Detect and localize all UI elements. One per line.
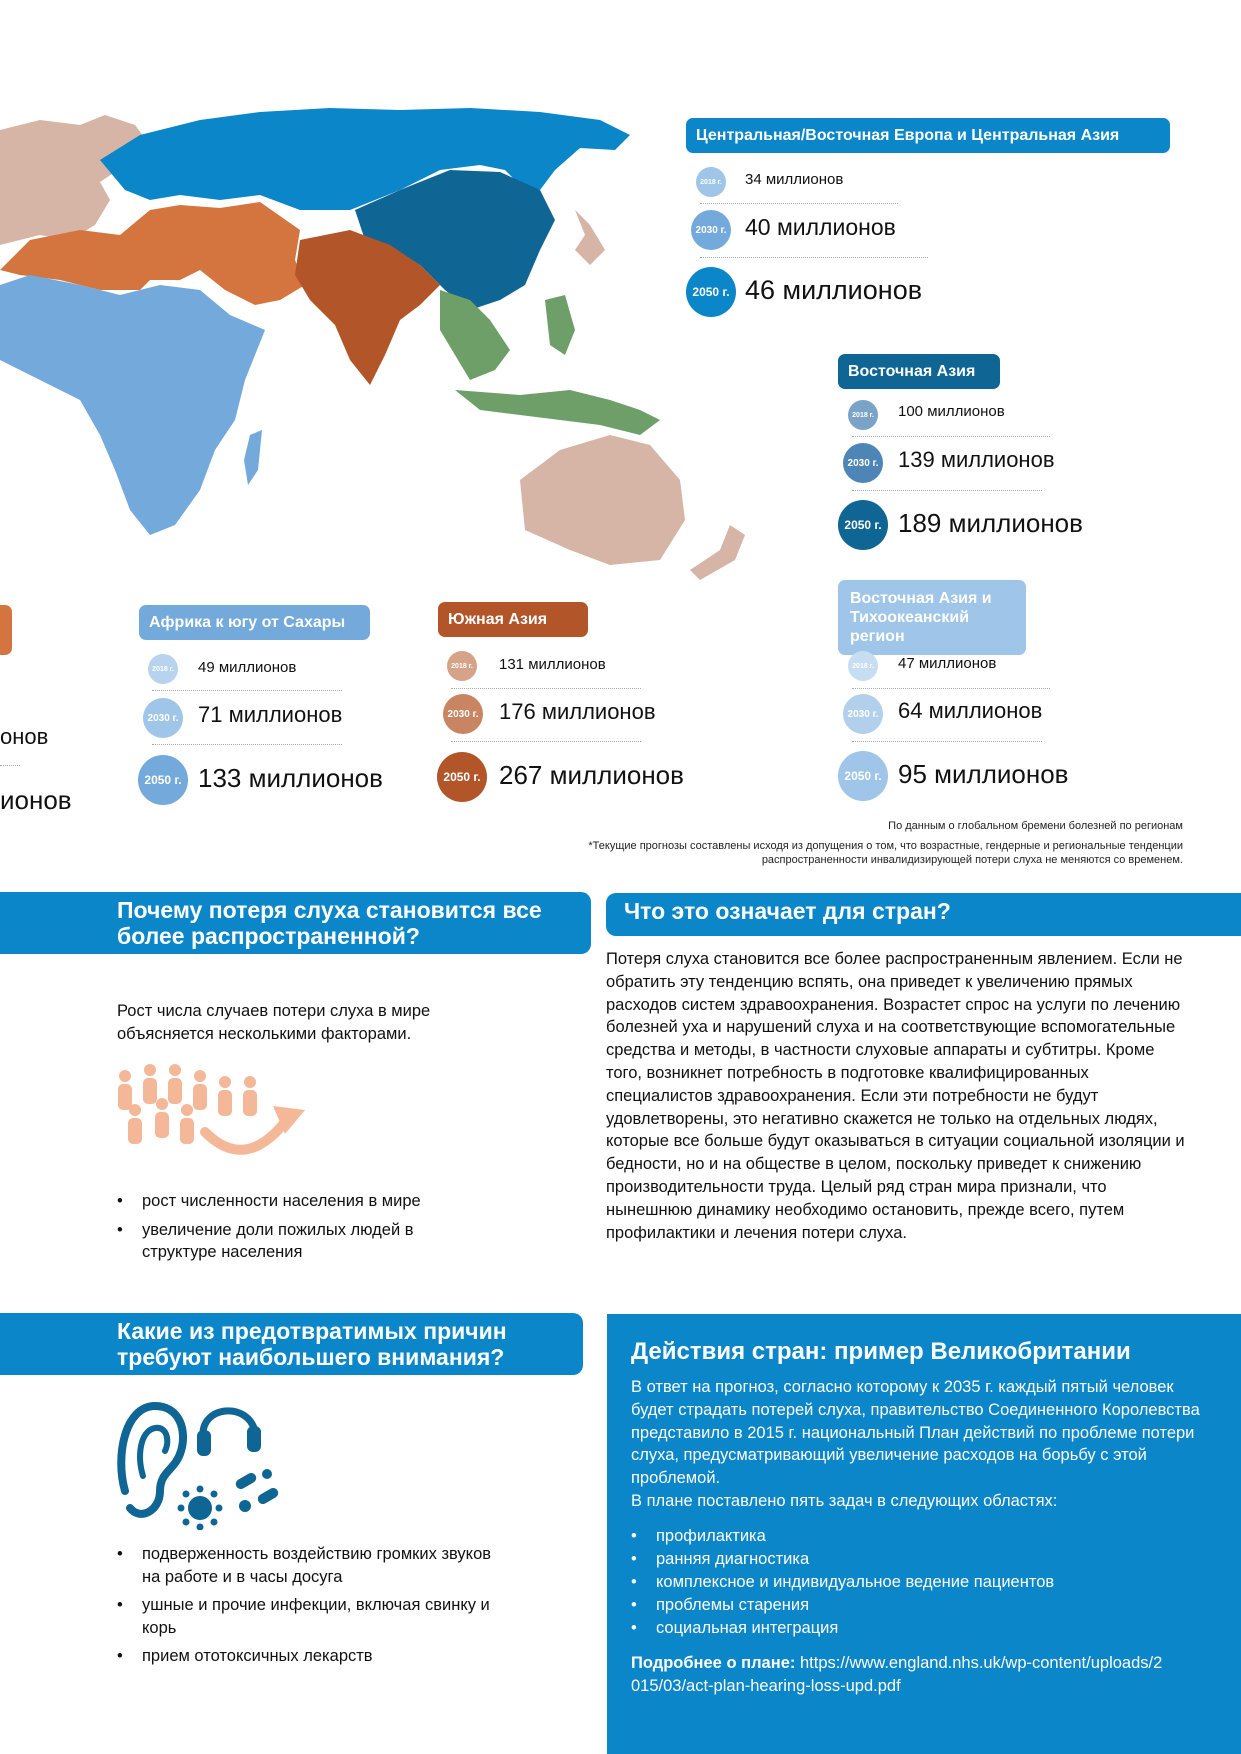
why-intro-line2: объясняется несколькими факторами. xyxy=(117,1024,412,1043)
countries-header: Что это означает для стран? xyxy=(606,893,1241,936)
value-2050: 189 миллионов xyxy=(898,508,1083,538)
why-intro xyxy=(117,1000,477,1046)
map-region-indonesia xyxy=(455,390,660,435)
value-2030: 40 миллионов xyxy=(745,214,896,240)
source-note: По данным о глобальном бремени болезней по регионам xyxy=(888,820,1183,832)
uk-bullet: • комплексное и индивидуальное ведение пациентов xyxy=(631,1571,1206,1594)
value-2018: 49 миллионов xyxy=(198,659,297,676)
uk-more-link[interactable]: https://www.england.nhs.uk/wp-content/uploads/2015/03/act-plan-hearing-loss-upd.pdf xyxy=(631,1654,1163,1695)
ear-icon xyxy=(121,1406,183,1514)
divider xyxy=(451,741,641,742)
year-dot-2018: 2018 г. xyxy=(848,651,878,681)
divider xyxy=(852,741,1042,742)
region-tag-cut xyxy=(0,605,12,655)
divider xyxy=(852,688,1050,689)
causes-header xyxy=(0,1313,583,1375)
causes-bullet: • ушные и прочие инфекции, включая свинку и корь xyxy=(117,1594,497,1639)
region-tag-east-asia: Восточная Азия xyxy=(838,354,1000,389)
value-2018: 47 миллионов xyxy=(898,655,997,672)
value-2018: 34 миллионов xyxy=(745,171,844,188)
causes-bullet: • прием ототоксичных лекарств xyxy=(117,1645,497,1668)
region-tag-eap xyxy=(838,580,1026,655)
year-dot-2050: 2050 г. xyxy=(838,500,888,550)
map-region-madagascar xyxy=(244,430,262,485)
divider xyxy=(700,203,898,204)
causes-bullet: • подверженность воздействию громких звуков на работе и в часы досуга xyxy=(117,1543,497,1588)
value-2018: 100 миллионов xyxy=(898,403,1005,420)
uk-panel xyxy=(607,1314,1241,1754)
year-dot-2050: 2050 г. xyxy=(838,751,888,801)
map-region-japan xyxy=(575,210,605,265)
divider xyxy=(0,765,20,766)
why-title-line2: более распространенной? xyxy=(117,923,420,949)
world-map xyxy=(0,90,800,650)
uk-more-label: Подробнее о плане: xyxy=(631,1654,796,1672)
region-tag-cee: Центральная/Восточная Европа и Центральная Азия xyxy=(686,118,1170,153)
map-region-nz xyxy=(690,525,745,580)
map-region-ssa xyxy=(0,275,265,535)
value-2050: 46 миллионов xyxy=(745,275,923,305)
year-dot-2050: 2050 г. xyxy=(138,755,188,805)
region-tag-ssa: Африка к югу от Сахары xyxy=(139,605,370,640)
causes-bullets xyxy=(117,1543,497,1674)
value-2030: 64 миллионов xyxy=(898,698,1043,723)
divider xyxy=(852,490,1042,491)
value-2030: 176 миллионов xyxy=(499,699,656,724)
why-header xyxy=(0,892,591,954)
why-intro-line1: Рост числа случаев потери слуха в мире xyxy=(117,1002,431,1020)
value-2030: 71 миллионов xyxy=(198,702,343,727)
countries-body: Потеря слуха становится все более распространенным явлением. Если не обратить эту тенденцию вспять, она приведет к увеличению прямых расходов систем здравоохранения. Возрастет спрос на услуги по лечению болезней уха и нарушений слуха и на соответствующие вспомогательные средства и методы, в частности слуховые аппараты и субтитры. Кроме того, возникнет потребность в подготовке квалифицированных специалистов здравоохранения. Если эти потребности не будут удовлетворены, это негативно скажется не только на отдельных людях, которые все больше будут оказываться в ситуации социальной изоляции и бедности, но и на обществе в целом, поскольку приведет к снижению производительности труда. Целый ряд стран мира признали, что нынешнюю динамику необходимо остановить, прежде всего, путем профилактики и лечения потери слуха. xyxy=(606,950,1185,1242)
footnote-line1: *Текущие прогнозы составлены исходя из допущения о том, что возрастные, гендерные и региональные тенденции xyxy=(588,840,1183,852)
footnote-line2: распространенности инвалидизирующей потери слуха не меняются со временем. xyxy=(761,854,1183,866)
divider xyxy=(700,257,928,258)
value-2050: 95 миллионов xyxy=(898,759,1069,789)
causes-title-line2: требуют наибольшего внимания? xyxy=(117,1344,505,1370)
year-dot-2030: 2030 г. xyxy=(443,694,483,734)
region-tag-eap-line2: Тихоокеанский регион xyxy=(850,609,970,645)
uk-bullet: • проблемы старения xyxy=(631,1594,1206,1617)
uk-bullets xyxy=(631,1525,1206,1640)
value-2050: 267 миллионов xyxy=(499,760,684,790)
year-dot-2030: 2030 г. xyxy=(691,210,731,250)
divider xyxy=(152,744,342,745)
uk-plan-intro: В плане поставлено пять задач в следующих областях: xyxy=(631,1492,1058,1510)
ear-and-headphones-icon xyxy=(115,1396,285,1530)
year-dot-2030: 2030 г. xyxy=(843,694,883,734)
year-dot-2050: 2050 г. xyxy=(686,267,736,317)
divider xyxy=(152,690,342,691)
why-title-line1: Почему потеря слуха становится все xyxy=(117,897,542,923)
value-2050-cut: ионов xyxy=(0,785,72,815)
divider xyxy=(852,436,1050,437)
why-bullet: • рост численности населения в мире xyxy=(117,1190,487,1213)
region-tag-eap-line1: Восточная Азия и xyxy=(850,590,992,607)
uk-bullet: • социальная интеграция xyxy=(631,1617,1206,1640)
why-bullets xyxy=(117,1190,487,1270)
year-dot-2018: 2018 г. xyxy=(848,400,878,430)
map-region-australia xyxy=(520,435,685,565)
divider xyxy=(451,688,641,689)
year-dot-2030: 2030 г. xyxy=(143,698,183,738)
year-dot-2018: 2018 г. xyxy=(148,654,178,684)
uk-bullet: • ранняя диагностика xyxy=(631,1548,1206,1571)
year-dot-2018: 2018 г. xyxy=(447,651,477,681)
uk-bullet: • профилактика xyxy=(631,1525,1206,1548)
uk-more xyxy=(631,1652,1171,1698)
virus-icon xyxy=(188,1496,212,1520)
uk-title: Действия стран: пример Великобритании xyxy=(631,1338,1131,1365)
pills-icon xyxy=(234,1471,258,1491)
year-dot-2030: 2030 г. xyxy=(843,443,883,483)
uk-body: В ответ на прогноз, согласно которому к 2035 г. каждый пятый человек будет страдать потерей слуха, правительство Соединенного Королевства представило в 2015 г. национальный План действий по проблеме потери слуха, предусматривающий увеличение расходов на борьбу с этой проблемой. xyxy=(631,1378,1200,1488)
map-region-philippines xyxy=(545,295,575,355)
causes-title-line1: Какие из предотвратимых причин xyxy=(117,1318,507,1344)
value-2030-cut: онов xyxy=(0,724,49,749)
value-2018: 131 миллионов xyxy=(499,656,606,673)
map-region-cee xyxy=(100,108,630,210)
value-2050: 133 миллионов xyxy=(198,763,383,793)
year-dot-2050: 2050 г. xyxy=(437,752,487,802)
value-2030: 139 миллионов xyxy=(898,447,1055,472)
population-growth-icon xyxy=(115,1062,310,1168)
why-bullet: • увеличение доли пожилых людей в структуре населения xyxy=(117,1219,487,1264)
region-tag-south-asia: Южная Азия xyxy=(438,602,588,637)
year-dot-2018: 2018 г. xyxy=(696,167,726,197)
